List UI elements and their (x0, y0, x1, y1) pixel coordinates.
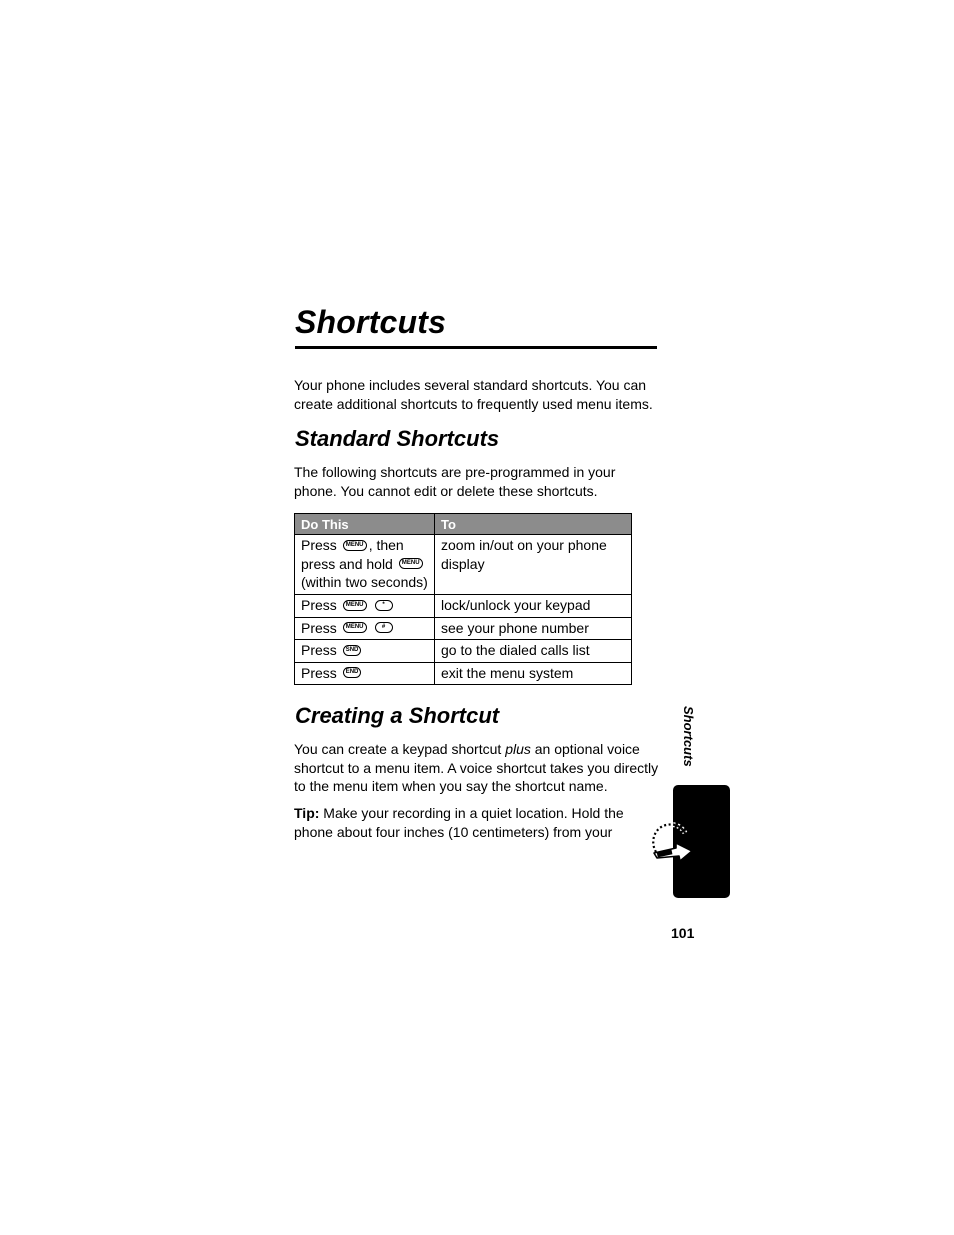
creating-text-end: an optional voice shortcut to a menu item. A voice shortcut takes you directly to the menu item when you say the shortcut name. (294, 741, 659, 794)
table-header-row (295, 514, 632, 535)
press-text: Press (301, 642, 337, 658)
menu-key-icon: MENU (399, 558, 423, 569)
shortcuts-table (294, 513, 632, 685)
column-header-to: To (435, 514, 632, 535)
table-cell-result: go to the dialed calls list (435, 640, 632, 663)
tip-label: Tip: (294, 805, 320, 821)
press-text: Press (301, 619, 337, 636)
standard-shortcuts-heading: Standard Shortcuts (295, 426, 500, 451)
extra-text: (within two seconds) (301, 574, 428, 590)
table-cell-action (295, 535, 435, 595)
table-cell-action (295, 595, 435, 618)
table-row (295, 640, 632, 663)
table-cell-action (295, 662, 435, 685)
creating-text-italic: plus (505, 741, 531, 757)
standard-shortcuts-text: The following shortcuts are pre-programmed in your phone. You cannot edit or delete these shortcuts. (294, 464, 616, 499)
then-text: , then press and hold (301, 537, 404, 572)
creating-shortcut-heading: Creating a Shortcut (295, 703, 500, 728)
column-header-do-this: Do This (295, 514, 435, 535)
table-row (295, 535, 632, 595)
table-cell-result: exit the menu system (435, 662, 632, 685)
end-key-icon: END (343, 667, 361, 678)
star-key-icon: * (375, 600, 393, 611)
press-text: Press (301, 597, 337, 613)
table-row (295, 617, 632, 640)
page-number: 101 (671, 925, 695, 941)
press-text: Press (301, 664, 337, 681)
table-cell-result: lock/unlock your keypad (435, 595, 632, 618)
table-cell-result: see your phone number (435, 617, 632, 640)
creating-shortcut-text (294, 740, 666, 796)
title-rule (295, 346, 657, 349)
menu-key-icon: MENU (343, 540, 367, 551)
table-row (295, 595, 632, 618)
menu-key-icon: MENU (343, 622, 367, 633)
tip-paragraph (294, 804, 634, 841)
pound-key-icon: # (375, 622, 393, 633)
intro-paragraph: Your phone includes several standard shortcuts. You can create additional shortcuts to frequently used menu items. (294, 377, 653, 412)
side-tab-label: Shortcuts (681, 706, 696, 767)
send-key-icon: SND (343, 645, 361, 656)
page-title: Shortcuts (295, 304, 447, 340)
press-text: Press (301, 537, 337, 553)
table-cell-action (295, 640, 435, 663)
shortcut-arrow-icon (648, 818, 696, 864)
tip-text: Make your recording in a quiet location. Hold the phone about four inches (10 centimeters) from your (294, 805, 624, 840)
creating-text-start: You can create a keypad shortcut (294, 741, 506, 757)
table-cell-action (295, 617, 435, 640)
table-cell-result: zoom in/out on your phone display (435, 535, 632, 595)
menu-key-icon: MENU (343, 600, 367, 611)
table-row (295, 662, 632, 685)
